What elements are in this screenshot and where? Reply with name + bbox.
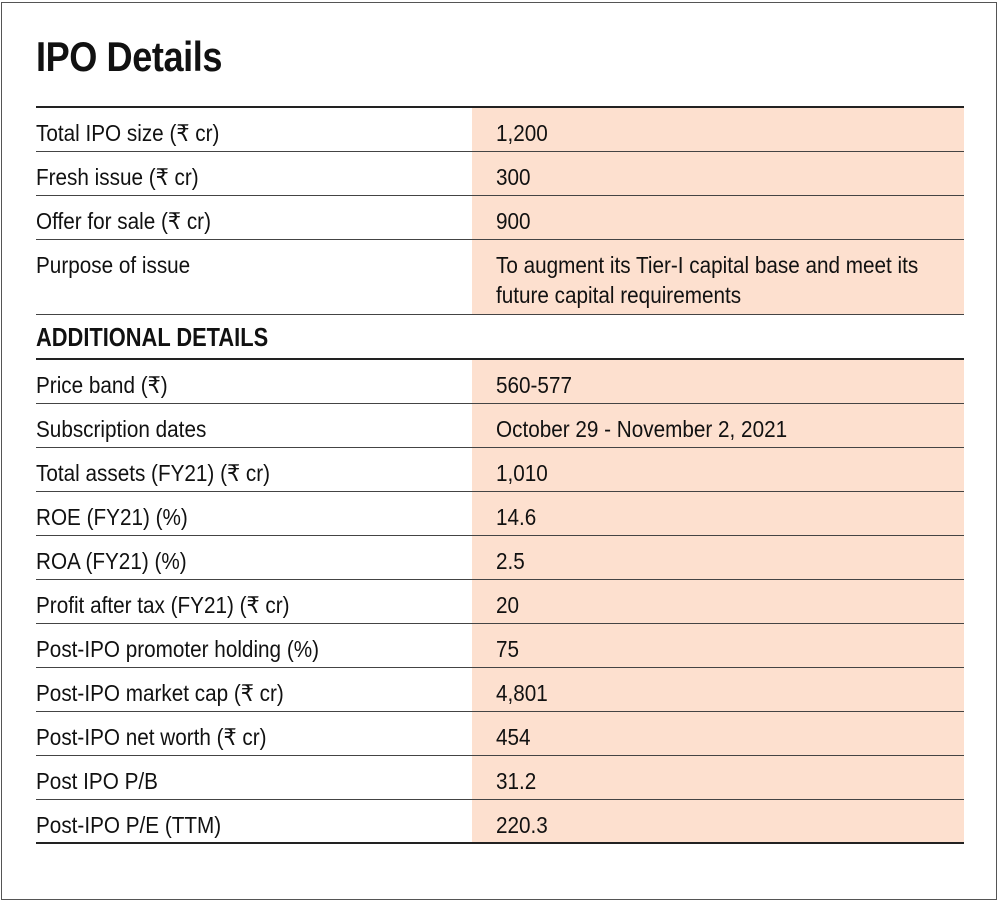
table-row xyxy=(36,800,964,844)
row-label: Fresh issue (₹ cr) xyxy=(36,164,199,190)
row-value: 220.3 xyxy=(472,800,964,842)
row-label: ROA (FY21) (%) xyxy=(36,548,187,574)
table-row xyxy=(36,492,964,536)
table-row xyxy=(36,108,964,152)
row-value: 560-577 xyxy=(472,360,964,403)
table-row xyxy=(36,448,964,492)
row-value: 31.2 xyxy=(472,756,964,799)
table-row xyxy=(36,360,964,404)
table-row xyxy=(36,712,964,756)
table-row xyxy=(36,196,964,240)
row-value: 20 xyxy=(472,580,964,623)
row-value: 2.5 xyxy=(472,536,964,579)
row-label: Post-IPO P/E (TTM) xyxy=(36,812,222,838)
row-label: Total assets (FY21) (₹ cr) xyxy=(36,460,271,486)
table-row xyxy=(36,624,964,668)
row-value: 300 xyxy=(472,152,964,195)
table-row xyxy=(36,756,964,800)
table-row xyxy=(36,536,964,580)
row-value: October 29 - November 2, 2021 xyxy=(472,404,964,447)
row-value: 1,010 xyxy=(472,448,964,491)
row-value: To augment its Tier-I capital base and meet its future capital requirements xyxy=(472,240,964,314)
page-title: IPO Details xyxy=(36,33,222,80)
table-row xyxy=(36,580,964,624)
row-value: 1,200 xyxy=(472,108,964,151)
table-row xyxy=(36,404,964,448)
section-heading: ADDITIONAL DETAILS xyxy=(36,315,964,360)
row-value: 900 xyxy=(472,196,964,239)
row-label: Post-IPO market cap (₹ cr) xyxy=(36,680,284,706)
row-label: Subscription dates xyxy=(36,416,207,442)
row-value: 454 xyxy=(472,712,964,755)
row-label: Post-IPO net worth (₹ cr) xyxy=(36,724,267,750)
row-label: Profit after tax (FY21) (₹ cr) xyxy=(36,592,290,618)
table-row xyxy=(36,152,964,196)
row-value: 14.6 xyxy=(472,492,964,535)
table-row xyxy=(36,668,964,712)
row-label: Price band (₹) xyxy=(36,372,168,398)
row-label: Purpose of issue xyxy=(36,252,191,278)
ipo-details-table xyxy=(36,106,964,844)
row-label: ROE (FY21) (%) xyxy=(36,504,188,530)
row-label: Post-IPO promoter holding (%) xyxy=(36,636,320,662)
table-row xyxy=(36,240,964,315)
row-label: Post IPO P/B xyxy=(36,768,158,794)
row-label: Total IPO size (₹ cr) xyxy=(36,120,220,146)
row-label: Offer for sale (₹ cr) xyxy=(36,208,211,234)
row-value: 4,801 xyxy=(472,668,964,711)
row-value: 75 xyxy=(472,624,964,667)
